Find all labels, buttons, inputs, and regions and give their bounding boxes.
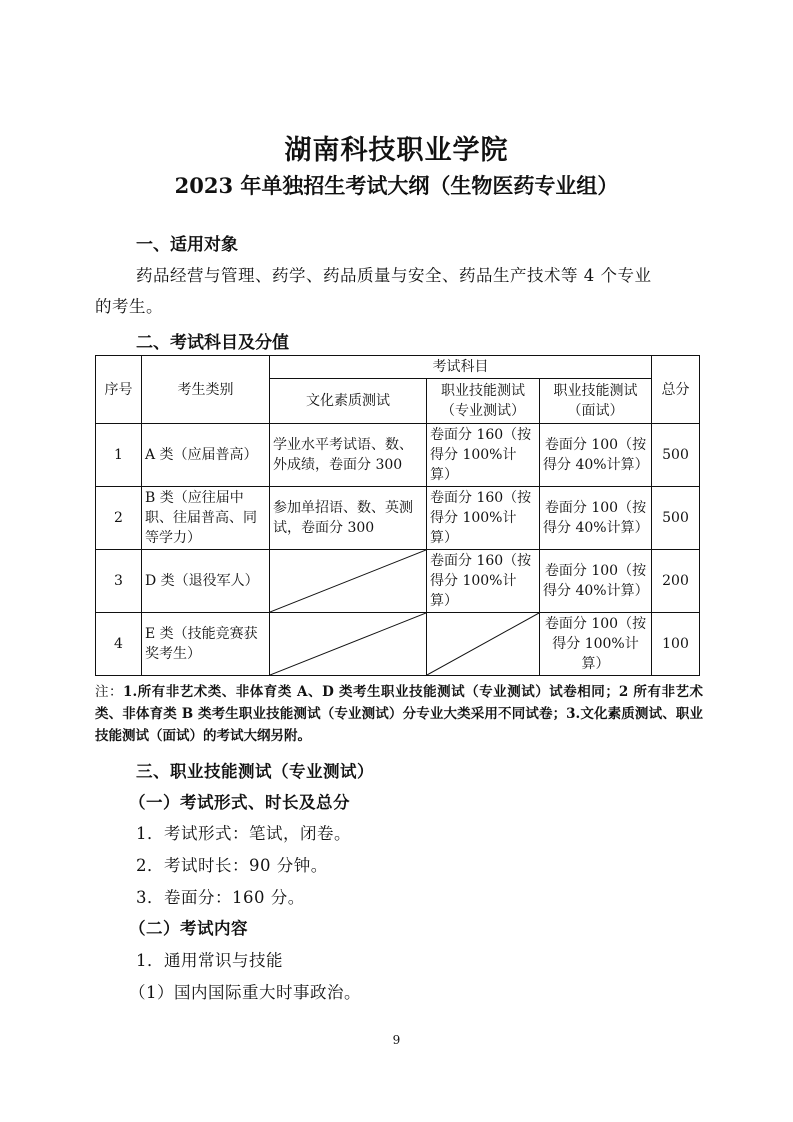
- table-row: [96, 487, 700, 550]
- table-header-row: [96, 356, 700, 379]
- section3-sub2: （二）考试内容: [129, 919, 248, 938]
- section3-item5: （1）国内国际重大时事政治。: [129, 983, 361, 1002]
- header-total: 总分: [652, 356, 700, 424]
- section3-item3: 3．卷面分：160 分。: [136, 888, 305, 907]
- note-prefix: 注：: [95, 684, 124, 700]
- header-category: 考生类别: [142, 356, 270, 424]
- diagonal-line: [270, 613, 426, 675]
- diagonal-line: [427, 613, 539, 675]
- header-skill-int-line1: 职业技能测试: [553, 383, 638, 399]
- row-no: 4: [96, 613, 142, 676]
- row-skill-int: 卷面分 100（按得分 100%计算）: [540, 613, 652, 676]
- row-culture-empty-diagonal: [270, 550, 427, 613]
- row-skill-pro: 卷面分 160（按得分 100%计算）: [427, 424, 540, 487]
- row-skill-int: 卷面分 100（按得分 40%计算）: [540, 487, 652, 550]
- section1-line1: 药品经营与管理、药学、药品质量与安全、药品生产技术等 4 个专业: [136, 266, 652, 285]
- row-skill-pro: 卷面分 160（按得分 100%计算）: [427, 550, 540, 613]
- row-category: D 类（退役军人）: [142, 550, 270, 613]
- row-total: 500: [652, 424, 700, 487]
- header-skill-int: [540, 379, 652, 424]
- page-number: 9: [392, 1033, 401, 1047]
- diagonal-line: [270, 550, 426, 612]
- section2-heading: 二、考试科目及分值: [136, 333, 289, 353]
- row-no: 2: [96, 487, 142, 550]
- document-subtitle: 2023 年单独招生考试大纲（生物医药专业组）: [174, 173, 619, 198]
- table-note: [95, 681, 703, 747]
- row-total: 500: [652, 487, 700, 550]
- header-skill-pro-line2: （专业测试）: [441, 403, 525, 419]
- row-no: 3: [96, 550, 142, 613]
- row-category: A 类（应届普高）: [142, 424, 270, 487]
- section3-sub1: （一）考试形式、时长及总分: [129, 793, 350, 812]
- row-skill-int: 卷面分 100（按得分 40%计算）: [540, 550, 652, 613]
- header-skill-pro-line1: 职业技能测试: [441, 383, 525, 399]
- row-category: B 类（应往届中职、往届普高、同等学力）: [142, 487, 270, 550]
- section3-item1: 1．考试形式：笔试，闭卷。: [136, 824, 351, 843]
- header-skill-int-line2: （面试）: [567, 403, 624, 419]
- row-skill-pro-empty-diagonal: [427, 613, 540, 676]
- note-text: 1.所有非艺术类、非体育类 A、D 类考生职业技能测试（专业测试）试卷相同；2 所有非艺术类、非体育类 B 类考生职业技能测试（专业测试）分专业大类采用不同试卷；3.文化素质测试、职业技能测试（面试）的考试大纲另附。: [95, 684, 703, 744]
- document-title: 湖南科技职业学院: [284, 135, 509, 166]
- row-skill-pro: 卷面分 160（按得分 100%计算）: [427, 487, 540, 550]
- row-total: 100: [652, 613, 700, 676]
- row-category: E 类（技能竞赛获奖考生）: [142, 613, 270, 676]
- section3-item2: 2．考试时长：90 分钟。: [136, 856, 328, 875]
- section1-heading: 一、适用对象: [136, 235, 238, 255]
- section3-item4: 1．通用常识与技能: [136, 951, 283, 970]
- row-culture: 学业水平考试语、数、外成绩，卷面分 300: [270, 424, 427, 487]
- row-skill-int: 卷面分 100（按得分 40%计算）: [540, 424, 652, 487]
- header-culture: 文化素质测试: [270, 379, 427, 424]
- table-row: [96, 424, 700, 487]
- exam-subjects-table: [95, 355, 700, 676]
- section1-line2: 的考生。: [95, 297, 163, 316]
- table-row: [96, 613, 700, 676]
- row-culture: 参加单招语、数、英测试，卷面分 300: [270, 487, 427, 550]
- row-total: 200: [652, 550, 700, 613]
- header-skill-pro: [427, 379, 540, 424]
- table-row: [96, 550, 700, 613]
- section3-heading: 三、职业技能测试（专业测试）: [136, 762, 374, 781]
- header-subjects: 考试科目: [270, 356, 652, 379]
- row-no: 1: [96, 424, 142, 487]
- row-culture-empty-diagonal: [270, 613, 427, 676]
- header-no: 序号: [96, 356, 142, 424]
